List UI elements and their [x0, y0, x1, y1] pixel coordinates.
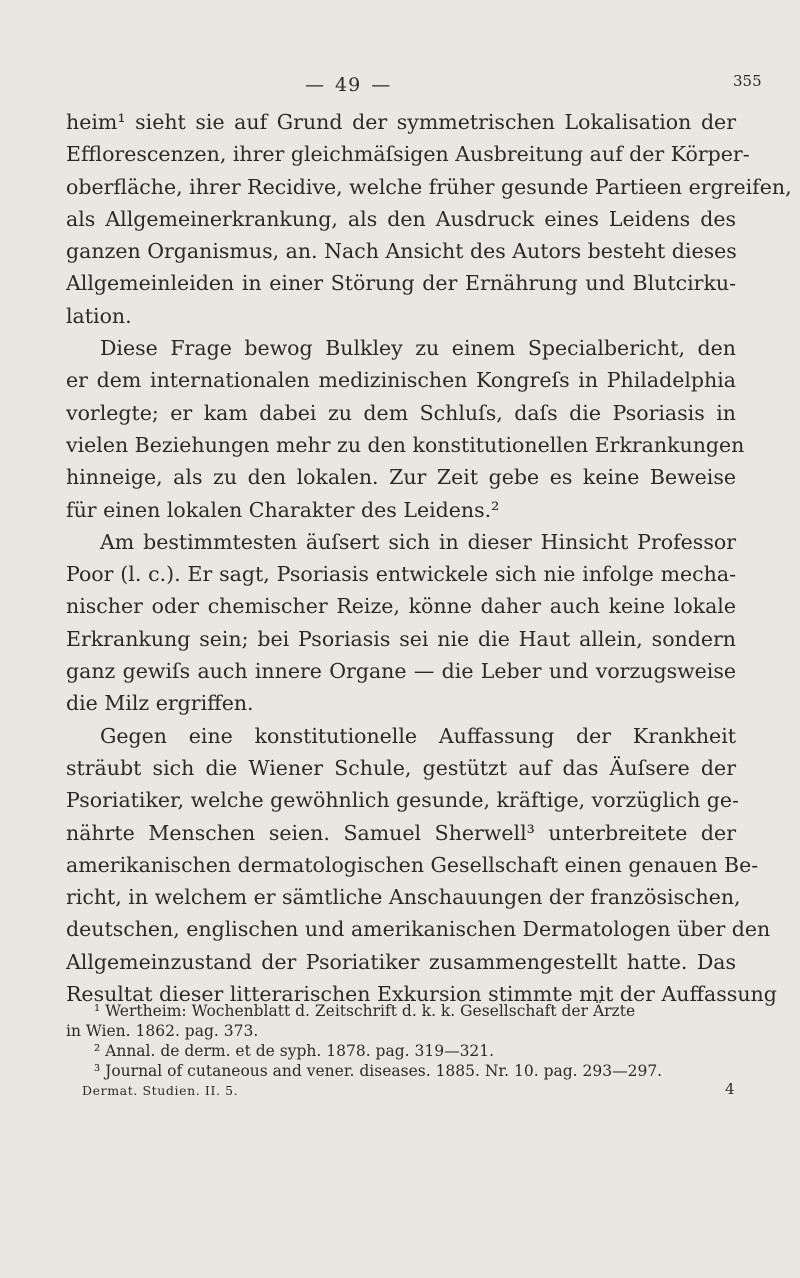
text-line: nährte Menschen seien. Samuel Sherwell³ unterbreitete der	[66, 820, 736, 845]
text-line: vorlegte; er kam dabei zu dem Schluſs, daſs die Psoriasis in	[66, 400, 736, 425]
footnote-2: ² Annal. de derm. et de syph. 1878. pag. 319—321.	[94, 1042, 495, 1060]
text-line: nischer oder chemischer Reize, könne daher auch keine lokale	[66, 594, 736, 619]
text-line: Allgemeinleiden in einer Störung der Ernährung und Blutcirku-	[66, 271, 736, 296]
footnote-1-continuation: in Wien. 1862. pag. 373.	[66, 1022, 259, 1040]
text-line: lation.	[66, 303, 132, 328]
footnote-1: ¹ Wertheim: Wochenblatt d. Zeitschrift d. k. k. Gesellschaft der Ärzte	[94, 1002, 636, 1020]
text-line: deutschen, englischen und amerikanischen Dermatologen über den	[66, 917, 771, 942]
text-line: sträubt sich die Wiener Schule, gestützt auf das Äuſsere der	[66, 755, 736, 780]
footnote-3: ³ Journal of cutaneous and vener. diseases. 1885. Nr. 10. pag. 293—297.	[94, 1062, 663, 1080]
text-line: Am bestimmtesten äuſsert sich in dieser Hinsicht Professor	[100, 529, 736, 554]
text-line: Resultat dieser litterarischen Exkursion stimmte mit der Auffassung	[66, 982, 777, 1007]
text-line: Efflorescenzen, ihrer gleichmäſsigen Ausbreitung auf der Körper-	[66, 142, 750, 167]
paragraph-3	[66, 526, 736, 720]
main-text	[66, 106, 792, 1010]
footnotes	[66, 1001, 736, 1081]
text-line: oberfläche, ihrer Recidive, welche früher gesunde Partieen ergreifen,	[66, 174, 792, 199]
page-header	[0, 72, 800, 102]
signature-mark: Dermat. Studien. II. 5.	[82, 1083, 239, 1098]
corner-page-number: 355	[733, 72, 762, 90]
text-line: er dem internationalen medizinischen Kongreſs in Philadelphia	[66, 368, 736, 393]
text-line: für einen lokalen Charakter des Leidens.²	[66, 497, 500, 522]
text-line: die Milz ergriffen.	[66, 691, 254, 716]
text-line: Diese Frage bewog Bulkley zu einem Specialbericht, den	[100, 336, 736, 361]
text-line: ganz gewiſs auch innere Organe — die Leber und vorzugsweise	[66, 659, 736, 684]
text-line: amerikanischen dermatologischen Gesellschaft einen genauen Be-	[66, 852, 759, 877]
text-line: hinneige, als zu den lokalen. Zur Zeit gebe es keine Beweise	[66, 465, 736, 490]
text-line: vielen Beziehungen mehr zu den konstitutionellen Erkrankungen	[66, 432, 745, 457]
text-line: Allgemeinzustand der Psoriatiker zusammengestellt hatte. Das	[66, 949, 736, 974]
page-number: — 49 —	[305, 74, 392, 96]
paragraph-1	[66, 106, 792, 332]
paragraph-2	[66, 332, 745, 526]
text-line: Gegen eine konstitutionelle Auffassung der Krankheit	[100, 723, 736, 748]
signature-number: 4	[725, 1080, 735, 1098]
text-line: richt, in welchem er sämtliche Anschauungen der französischen,	[66, 885, 741, 910]
text-line: Erkrankung sein; bei Psoriasis sei nie die Haut allein, sondern	[66, 626, 736, 651]
text-line: heim¹ sieht sie auf Grund der symmetrischen Lokalisation der	[66, 110, 736, 134]
text-line: ganzen Organismus, an. Nach Ansicht des Autors besteht dieses	[66, 239, 737, 264]
text-line: Poor (l. c.). Er sagt, Psoriasis entwickele sich nie infolge mecha-	[66, 562, 736, 587]
text-line: als Allgemeinerkrankung, als den Ausdruck eines Leidens des	[66, 206, 736, 231]
text-line: Psoriatiker, welche gewöhnlich gesunde, kräftige, vorzüglich ge-	[66, 788, 739, 813]
paragraph-4	[66, 720, 777, 1011]
